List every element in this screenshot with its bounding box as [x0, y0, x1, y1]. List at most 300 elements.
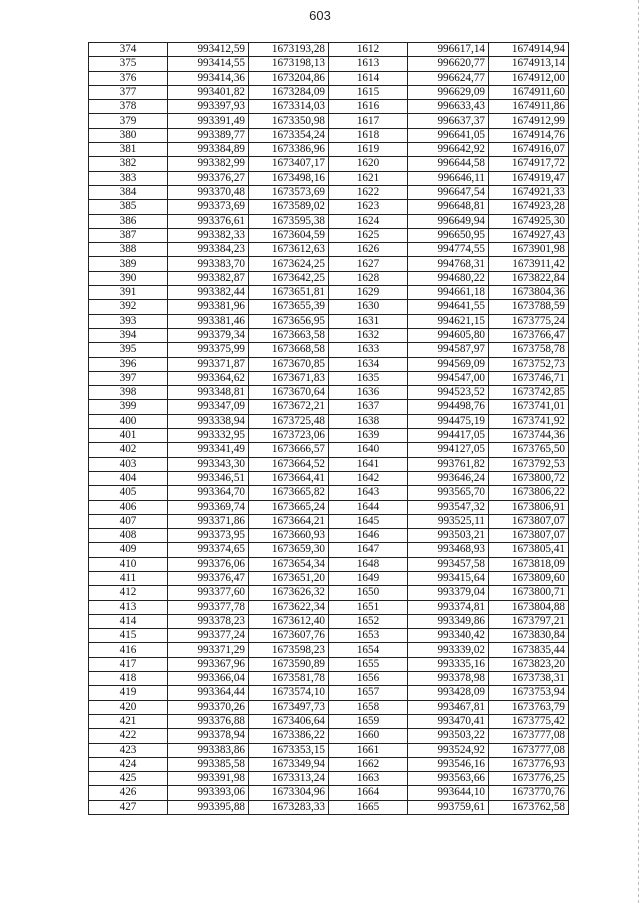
y-coordinate-cell: 1673589,02 — [249, 200, 329, 214]
table-row — [89, 471, 569, 485]
point-number-cell: 1644 — [329, 500, 408, 514]
y-coordinate-cell: 1673822,84 — [489, 271, 569, 285]
x-coordinate-cell: 993364,70 — [168, 486, 249, 500]
x-coordinate-cell: 993373,95 — [168, 529, 249, 543]
x-coordinate-cell: 994621,15 — [408, 314, 489, 328]
point-number-cell: 377 — [89, 85, 168, 99]
y-coordinate-cell: 1674912,00 — [489, 71, 569, 85]
point-number-cell: 424 — [89, 757, 168, 771]
point-number-cell: 1639 — [329, 429, 408, 443]
x-coordinate-cell: 996641,05 — [408, 128, 489, 142]
point-number-cell: 408 — [89, 529, 168, 543]
y-coordinate-cell: 1673835,44 — [489, 643, 569, 657]
table-row — [89, 800, 569, 814]
point-number-cell: 1646 — [329, 529, 408, 543]
point-number-cell: 1650 — [329, 586, 408, 600]
table-row — [89, 200, 569, 214]
x-coordinate-cell: 994587,97 — [408, 343, 489, 357]
point-number-cell: 420 — [89, 700, 168, 714]
y-coordinate-cell: 1673664,52 — [249, 457, 329, 471]
x-coordinate-cell: 996642,92 — [408, 143, 489, 157]
y-coordinate-cell: 1673807,07 — [489, 529, 569, 543]
y-coordinate-cell: 1673830,84 — [489, 629, 569, 643]
point-number-cell: 1665 — [329, 800, 408, 814]
point-number-cell: 407 — [89, 514, 168, 528]
x-coordinate-cell: 993646,24 — [408, 471, 489, 485]
table-row — [89, 157, 569, 171]
x-coordinate-cell: 993414,55 — [168, 57, 249, 71]
table-row — [89, 543, 569, 557]
y-coordinate-cell: 1673622,34 — [249, 600, 329, 614]
y-coordinate-cell: 1674914,76 — [489, 128, 569, 142]
table-row — [89, 700, 569, 714]
y-coordinate-cell: 1673762,58 — [489, 800, 569, 814]
point-number-cell: 376 — [89, 71, 168, 85]
x-coordinate-cell: 993565,70 — [408, 486, 489, 500]
x-coordinate-cell: 993414,36 — [168, 71, 249, 85]
y-coordinate-cell: 1673654,34 — [249, 557, 329, 571]
x-coordinate-cell: 993401,82 — [168, 85, 249, 99]
x-coordinate-cell: 994523,52 — [408, 386, 489, 400]
x-coordinate-cell: 993366,04 — [168, 672, 249, 686]
point-number-cell: 386 — [89, 214, 168, 228]
y-coordinate-cell: 1673314,03 — [249, 100, 329, 114]
point-number-cell: 1664 — [329, 786, 408, 800]
point-number-cell: 1616 — [329, 100, 408, 114]
table-row — [89, 71, 569, 85]
y-coordinate-cell: 1673664,41 — [249, 471, 329, 485]
point-number-cell: 392 — [89, 300, 168, 314]
table-row — [89, 600, 569, 614]
x-coordinate-cell: 994661,18 — [408, 286, 489, 300]
table-row — [89, 171, 569, 185]
table-row — [89, 557, 569, 571]
x-coordinate-cell: 993395,88 — [168, 800, 249, 814]
point-number-cell: 410 — [89, 557, 168, 571]
x-coordinate-cell: 993382,33 — [168, 228, 249, 242]
x-coordinate-cell: 993373,69 — [168, 200, 249, 214]
x-coordinate-cell: 993546,16 — [408, 757, 489, 771]
point-number-cell: 396 — [89, 357, 168, 371]
x-coordinate-cell: 993563,66 — [408, 772, 489, 786]
y-coordinate-cell: 1673626,32 — [249, 586, 329, 600]
y-coordinate-cell: 1673741,92 — [489, 414, 569, 428]
point-number-cell: 1628 — [329, 271, 408, 285]
x-coordinate-cell: 993393,06 — [168, 786, 249, 800]
x-coordinate-cell: 993338,94 — [168, 414, 249, 428]
x-coordinate-cell: 993340,42 — [408, 629, 489, 643]
point-number-cell: 417 — [89, 657, 168, 671]
table-row — [89, 286, 569, 300]
x-coordinate-cell: 993457,58 — [408, 557, 489, 571]
point-number-cell: 1630 — [329, 300, 408, 314]
x-coordinate-cell: 996617,14 — [408, 43, 489, 57]
y-coordinate-cell: 1673664,21 — [249, 514, 329, 528]
x-coordinate-cell: 993381,96 — [168, 300, 249, 314]
y-coordinate-cell: 1673671,83 — [249, 371, 329, 385]
point-number-cell: 1661 — [329, 743, 408, 757]
x-coordinate-cell: 993383,86 — [168, 743, 249, 757]
x-coordinate-cell: 993385,58 — [168, 757, 249, 771]
table-row — [89, 371, 569, 385]
point-number-cell: 1620 — [329, 157, 408, 171]
point-number-cell: 1622 — [329, 185, 408, 199]
y-coordinate-cell: 1673800,71 — [489, 586, 569, 600]
x-coordinate-cell: 993377,78 — [168, 600, 249, 614]
y-coordinate-cell: 1673763,79 — [489, 700, 569, 714]
x-coordinate-cell: 993374,81 — [408, 600, 489, 614]
y-coordinate-cell: 1674913,14 — [489, 57, 569, 71]
point-number-cell: 1640 — [329, 443, 408, 457]
point-number-cell: 416 — [89, 643, 168, 657]
x-coordinate-cell: 993644,10 — [408, 786, 489, 800]
x-coordinate-cell: 993503,22 — [408, 729, 489, 743]
table-row — [89, 657, 569, 671]
y-coordinate-cell: 1673407,17 — [249, 157, 329, 171]
x-coordinate-cell: 993364,62 — [168, 371, 249, 385]
table-row — [89, 300, 569, 314]
y-coordinate-cell: 1673590,89 — [249, 657, 329, 671]
y-coordinate-cell: 1673744,36 — [489, 429, 569, 443]
x-coordinate-cell: 993415,64 — [408, 571, 489, 585]
table-row — [89, 457, 569, 471]
point-number-cell: 427 — [89, 800, 168, 814]
table-row — [89, 143, 569, 157]
y-coordinate-cell: 1674911,86 — [489, 100, 569, 114]
x-coordinate-cell: 993382,44 — [168, 286, 249, 300]
point-number-cell: 1623 — [329, 200, 408, 214]
x-coordinate-cell: 993759,61 — [408, 800, 489, 814]
y-coordinate-cell: 1673665,24 — [249, 500, 329, 514]
point-number-cell: 1636 — [329, 386, 408, 400]
x-coordinate-cell: 993428,09 — [408, 686, 489, 700]
table-row — [89, 400, 569, 414]
point-number-cell: 1625 — [329, 228, 408, 242]
point-number-cell: 1651 — [329, 600, 408, 614]
table-row — [89, 357, 569, 371]
y-coordinate-cell: 1673655,39 — [249, 300, 329, 314]
point-number-cell: 1626 — [329, 243, 408, 257]
point-number-cell: 1653 — [329, 629, 408, 643]
table-row — [89, 786, 569, 800]
table-row — [89, 343, 569, 357]
y-coordinate-cell: 1673574,10 — [249, 686, 329, 700]
point-number-cell: 426 — [89, 786, 168, 800]
point-number-cell: 405 — [89, 486, 168, 500]
y-coordinate-cell: 1673725,48 — [249, 414, 329, 428]
table-row — [89, 486, 569, 500]
table-row — [89, 314, 569, 328]
x-coordinate-cell: 993369,74 — [168, 500, 249, 514]
x-coordinate-cell: 993503,21 — [408, 529, 489, 543]
point-number-cell: 409 — [89, 543, 168, 557]
x-coordinate-cell: 993525,11 — [408, 514, 489, 528]
point-number-cell: 387 — [89, 228, 168, 242]
point-number-cell: 404 — [89, 471, 168, 485]
point-number-cell: 1629 — [329, 286, 408, 300]
point-number-cell: 1658 — [329, 700, 408, 714]
x-coordinate-cell: 994127,05 — [408, 443, 489, 457]
y-coordinate-cell: 1673753,94 — [489, 686, 569, 700]
y-coordinate-cell: 1673386,22 — [249, 729, 329, 743]
y-coordinate-cell: 1674919,47 — [489, 171, 569, 185]
point-number-cell: 385 — [89, 200, 168, 214]
y-coordinate-cell: 1673806,22 — [489, 486, 569, 500]
point-number-cell: 406 — [89, 500, 168, 514]
x-coordinate-cell: 993343,30 — [168, 457, 249, 471]
point-number-cell: 401 — [89, 429, 168, 443]
y-coordinate-cell: 1673659,30 — [249, 543, 329, 557]
x-coordinate-cell: 993384,89 — [168, 143, 249, 157]
point-number-cell: 395 — [89, 343, 168, 357]
x-coordinate-cell: 993347,09 — [168, 400, 249, 414]
point-number-cell: 1654 — [329, 643, 408, 657]
x-coordinate-cell: 996624,77 — [408, 71, 489, 85]
point-number-cell: 378 — [89, 100, 168, 114]
y-coordinate-cell: 1673901,98 — [489, 243, 569, 257]
table-row — [89, 128, 569, 142]
table-row — [89, 100, 569, 114]
x-coordinate-cell: 993335,16 — [408, 657, 489, 671]
y-coordinate-cell: 1673204,86 — [249, 71, 329, 85]
y-coordinate-cell: 1673807,07 — [489, 514, 569, 528]
table-row — [89, 571, 569, 585]
point-number-cell: 1663 — [329, 772, 408, 786]
x-coordinate-cell: 996647,54 — [408, 185, 489, 199]
table-row — [89, 757, 569, 771]
y-coordinate-cell: 1673670,64 — [249, 386, 329, 400]
table-row — [89, 729, 569, 743]
x-coordinate-cell: 993391,49 — [168, 114, 249, 128]
point-number-cell: 1612 — [329, 43, 408, 57]
x-coordinate-cell: 993376,88 — [168, 714, 249, 728]
y-coordinate-cell: 1673911,42 — [489, 257, 569, 271]
y-coordinate-cell: 1673792,53 — [489, 457, 569, 471]
y-coordinate-cell: 1673660,93 — [249, 529, 329, 543]
point-number-cell: 391 — [89, 286, 168, 300]
point-number-cell: 393 — [89, 314, 168, 328]
x-coordinate-cell: 993381,46 — [168, 314, 249, 328]
table-row — [89, 643, 569, 657]
x-coordinate-cell: 994605,80 — [408, 328, 489, 342]
x-coordinate-cell: 994547,00 — [408, 371, 489, 385]
x-coordinate-cell: 993467,81 — [408, 700, 489, 714]
y-coordinate-cell: 1673742,85 — [489, 386, 569, 400]
page-edge-line — [638, 0, 639, 905]
y-coordinate-cell: 1673809,60 — [489, 571, 569, 585]
y-coordinate-cell: 1673604,59 — [249, 228, 329, 242]
point-number-cell: 1614 — [329, 71, 408, 85]
x-coordinate-cell: 993377,60 — [168, 586, 249, 600]
point-number-cell: 1647 — [329, 543, 408, 557]
x-coordinate-cell: 993378,23 — [168, 614, 249, 628]
table-row — [89, 328, 569, 342]
x-coordinate-cell: 996620,77 — [408, 57, 489, 71]
point-number-cell: 423 — [89, 743, 168, 757]
x-coordinate-cell: 993377,24 — [168, 629, 249, 643]
point-number-cell: 1659 — [329, 714, 408, 728]
x-coordinate-cell: 993371,29 — [168, 643, 249, 657]
point-number-cell: 1656 — [329, 672, 408, 686]
y-coordinate-cell: 1674917,72 — [489, 157, 569, 171]
point-number-cell: 1632 — [329, 328, 408, 342]
y-coordinate-cell: 1673612,40 — [249, 614, 329, 628]
y-coordinate-cell: 1673665,82 — [249, 486, 329, 500]
y-coordinate-cell: 1673777,08 — [489, 743, 569, 757]
point-number-cell: 1635 — [329, 371, 408, 385]
table-row — [89, 257, 569, 271]
y-coordinate-cell: 1674914,94 — [489, 43, 569, 57]
y-coordinate-cell: 1673354,24 — [249, 128, 329, 142]
y-coordinate-cell: 1673775,24 — [489, 314, 569, 328]
x-coordinate-cell: 993379,34 — [168, 328, 249, 342]
y-coordinate-cell: 1674923,28 — [489, 200, 569, 214]
point-number-cell: 1618 — [329, 128, 408, 142]
x-coordinate-cell: 994768,31 — [408, 257, 489, 271]
point-number-cell: 1645 — [329, 514, 408, 528]
point-number-cell: 403 — [89, 457, 168, 471]
y-coordinate-cell: 1673193,28 — [249, 43, 329, 57]
x-coordinate-cell: 993547,32 — [408, 500, 489, 514]
point-number-cell: 1660 — [329, 729, 408, 743]
x-coordinate-cell: 996650,95 — [408, 228, 489, 242]
table-row — [89, 85, 569, 99]
x-coordinate-cell: 993397,93 — [168, 100, 249, 114]
point-number-cell: 1648 — [329, 557, 408, 571]
x-coordinate-cell: 993367,96 — [168, 657, 249, 671]
x-coordinate-cell: 993374,65 — [168, 543, 249, 557]
y-coordinate-cell: 1673624,25 — [249, 257, 329, 271]
point-number-cell: 1662 — [329, 757, 408, 771]
x-coordinate-cell: 993364,44 — [168, 686, 249, 700]
point-number-cell: 383 — [89, 171, 168, 185]
point-number-cell: 398 — [89, 386, 168, 400]
table-row — [89, 529, 569, 543]
x-coordinate-cell: 993382,87 — [168, 271, 249, 285]
table-row — [89, 743, 569, 757]
table-row — [89, 514, 569, 528]
y-coordinate-cell: 1674921,33 — [489, 185, 569, 199]
y-coordinate-cell: 1673313,24 — [249, 772, 329, 786]
x-coordinate-cell: 993389,77 — [168, 128, 249, 142]
x-coordinate-cell: 993376,61 — [168, 214, 249, 228]
x-coordinate-cell: 993376,06 — [168, 557, 249, 571]
y-coordinate-cell: 1674916,07 — [489, 143, 569, 157]
y-coordinate-cell: 1673804,88 — [489, 600, 569, 614]
point-number-cell: 399 — [89, 400, 168, 414]
table-row — [89, 686, 569, 700]
table-row — [89, 185, 569, 199]
point-number-cell: 1617 — [329, 114, 408, 128]
point-number-cell: 414 — [89, 614, 168, 628]
y-coordinate-cell: 1673498,16 — [249, 171, 329, 185]
y-coordinate-cell: 1674911,60 — [489, 85, 569, 99]
x-coordinate-cell: 993378,94 — [168, 729, 249, 743]
x-coordinate-cell: 993384,23 — [168, 243, 249, 257]
y-coordinate-cell: 1673642,25 — [249, 271, 329, 285]
y-coordinate-cell: 1673823,20 — [489, 657, 569, 671]
point-number-cell: 390 — [89, 271, 168, 285]
point-number-cell: 415 — [89, 629, 168, 643]
table-row — [89, 114, 569, 128]
point-number-cell: 384 — [89, 185, 168, 199]
table-row — [89, 772, 569, 786]
point-number-cell: 382 — [89, 157, 168, 171]
table-row — [89, 586, 569, 600]
point-number-cell: 425 — [89, 772, 168, 786]
x-coordinate-cell: 996648,81 — [408, 200, 489, 214]
table-row — [89, 228, 569, 242]
y-coordinate-cell: 1673573,69 — [249, 185, 329, 199]
point-number-cell: 1633 — [329, 343, 408, 357]
y-coordinate-cell: 1673386,96 — [249, 143, 329, 157]
table-row — [89, 386, 569, 400]
x-coordinate-cell: 993339,02 — [408, 643, 489, 657]
y-coordinate-cell: 1673765,50 — [489, 443, 569, 457]
x-coordinate-cell: 993332,95 — [168, 429, 249, 443]
x-coordinate-cell: 993370,48 — [168, 185, 249, 199]
table-row — [89, 629, 569, 643]
point-number-cell: 1634 — [329, 357, 408, 371]
y-coordinate-cell: 1673806,91 — [489, 500, 569, 514]
x-coordinate-cell: 993761,82 — [408, 457, 489, 471]
point-number-cell: 1619 — [329, 143, 408, 157]
point-number-cell: 394 — [89, 328, 168, 342]
point-number-cell: 375 — [89, 57, 168, 71]
x-coordinate-cell: 993382,99 — [168, 157, 249, 171]
x-coordinate-cell: 996646,11 — [408, 171, 489, 185]
y-coordinate-cell: 1673800,72 — [489, 471, 569, 485]
x-coordinate-cell: 994475,19 — [408, 414, 489, 428]
point-number-cell: 380 — [89, 128, 168, 142]
y-coordinate-cell: 1673818,09 — [489, 557, 569, 571]
x-coordinate-cell: 993341,49 — [168, 443, 249, 457]
y-coordinate-cell: 1673738,31 — [489, 672, 569, 686]
point-number-cell: 1627 — [329, 257, 408, 271]
x-coordinate-cell: 993412,59 — [168, 43, 249, 57]
point-number-cell: 412 — [89, 586, 168, 600]
table-row — [89, 271, 569, 285]
y-coordinate-cell: 1673777,08 — [489, 729, 569, 743]
x-coordinate-cell: 996649,94 — [408, 214, 489, 228]
x-coordinate-cell: 994641,55 — [408, 300, 489, 314]
x-coordinate-cell: 994774,55 — [408, 243, 489, 257]
x-coordinate-cell: 993470,41 — [408, 714, 489, 728]
point-number-cell: 1657 — [329, 686, 408, 700]
y-coordinate-cell: 1673198,13 — [249, 57, 329, 71]
table-row — [89, 414, 569, 428]
coordinates-table — [88, 42, 569, 815]
x-coordinate-cell: 993348,81 — [168, 386, 249, 400]
page-number: 603 — [309, 8, 331, 23]
y-coordinate-cell: 1673788,59 — [489, 300, 569, 314]
x-coordinate-cell: 993371,87 — [168, 357, 249, 371]
point-number-cell: 381 — [89, 143, 168, 157]
table-row — [89, 214, 569, 228]
y-coordinate-cell: 1673776,93 — [489, 757, 569, 771]
y-coordinate-cell: 1673283,33 — [249, 800, 329, 814]
y-coordinate-cell: 1673651,20 — [249, 571, 329, 585]
table-row — [89, 243, 569, 257]
point-number-cell: 389 — [89, 257, 168, 271]
y-coordinate-cell: 1674927,43 — [489, 228, 569, 242]
point-number-cell: 1615 — [329, 85, 408, 99]
y-coordinate-cell: 1673406,64 — [249, 714, 329, 728]
y-coordinate-cell: 1674925,30 — [489, 214, 569, 228]
y-coordinate-cell: 1673598,23 — [249, 643, 329, 657]
y-coordinate-cell: 1673723,06 — [249, 429, 329, 443]
y-coordinate-cell: 1673805,41 — [489, 543, 569, 557]
